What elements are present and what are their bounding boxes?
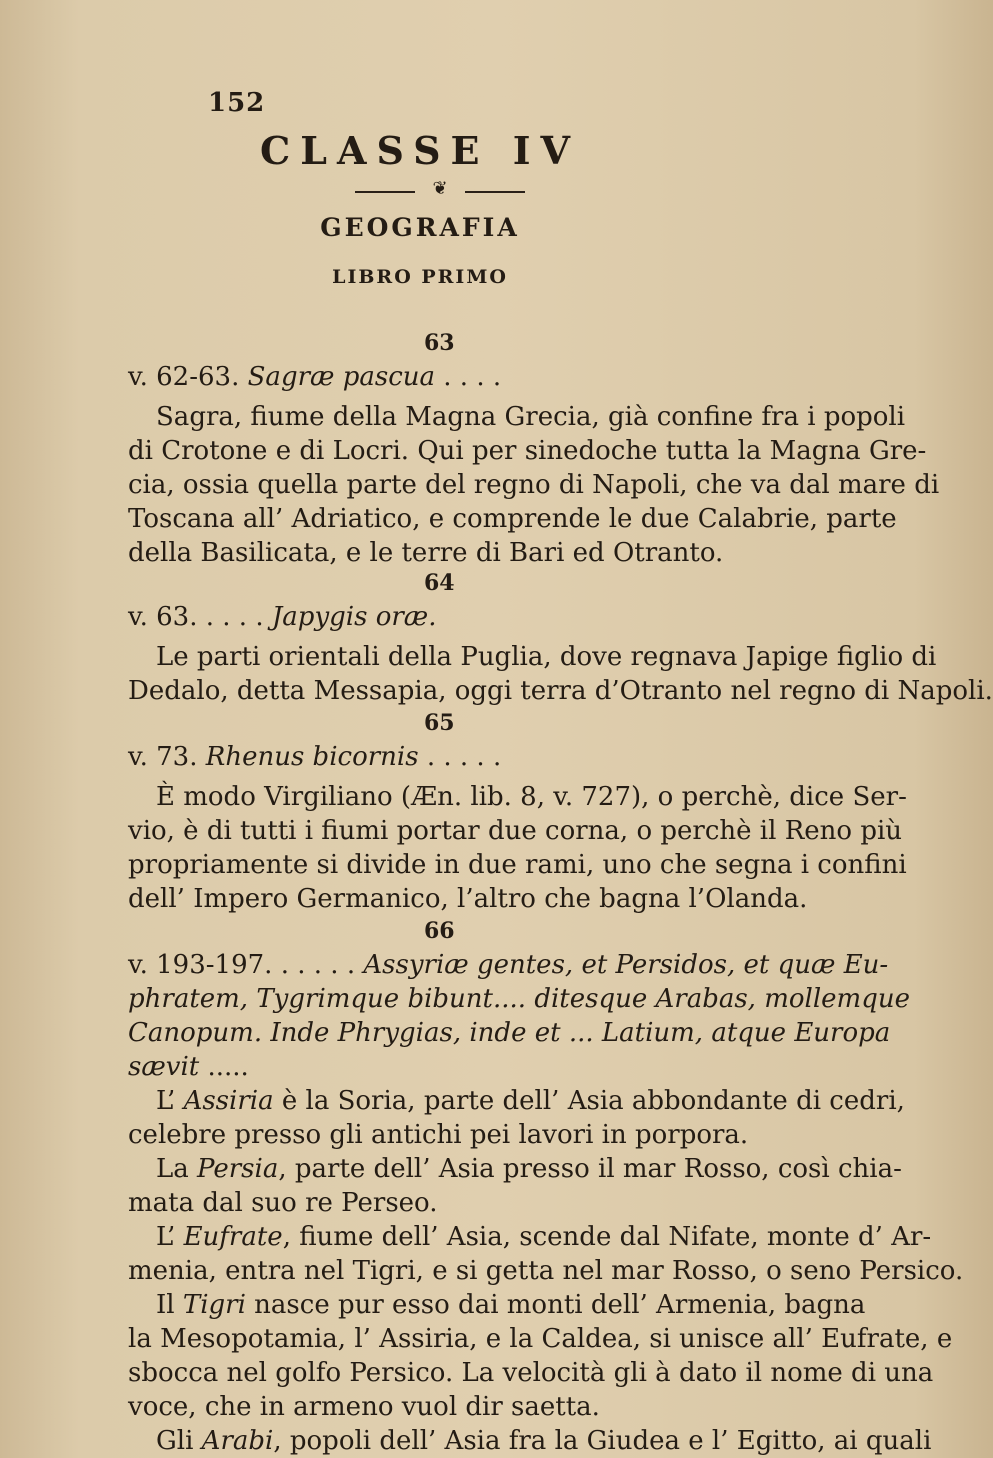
reference-line: sævit ..... — [128, 1052, 249, 1082]
note-text — [128, 1084, 964, 1458]
text-line: dell’ Impero Germanico, l’altro che bagna l’Olanda. — [128, 884, 808, 914]
chapter-heading: CLASSE IV — [260, 128, 580, 173]
fleuron-icon: ❦ — [432, 178, 448, 199]
note-number: 63 — [424, 330, 455, 356]
text-line: la Mesopotamia, l’ Assiria, e la Caldea, si unisce all’ Eufrate, e — [128, 1324, 953, 1354]
text-line: Il Tigri nasce pur esso dai monti dell’ Armenia, bagna — [156, 1290, 866, 1320]
reference-line: phratem, Tygrimque bibunt.... ditesque Arabas, mollemque — [128, 984, 910, 1014]
verse-reference: v. 62-63. Sagræ pascua . . . . — [128, 362, 502, 392]
page-number: 152 — [208, 88, 266, 118]
text-line: La Persia, parte dell’ Asia presso il mar Rosso, così chia- — [156, 1154, 902, 1184]
note-text — [128, 780, 907, 916]
note-number: 65 — [424, 710, 455, 736]
note-number: 64 — [424, 570, 455, 596]
text-line: menia, entra nel Tigri, e si getta nel mar Rosso, o seno Persico. — [128, 1256, 964, 1286]
verse-reference — [128, 948, 910, 1084]
text-line: voce, che in armeno vuol dir saetta. — [128, 1392, 600, 1422]
text-line: vio, è di tutti i fiumi portar due corna, o perchè il Reno più — [128, 816, 903, 846]
book-heading: LIBRO PRIMO — [332, 266, 508, 288]
text-line: Gli Arabi, popoli dell’ Asia fra la Giudea e l’ Egitto, ai quali — [156, 1426, 932, 1456]
text-line: L’ Assiria è la Soria, parte dell’ Asia abbondante di cedri, — [156, 1086, 905, 1116]
note-number: 66 — [424, 918, 455, 944]
verse-reference: v. 73. Rhenus bicornis . . . . . — [128, 742, 502, 772]
text-line: Le parti orientali della Puglia, dove regnava Japige figlio di — [156, 642, 937, 672]
verse-reference: v. 63. . . . . Japygis oræ. — [128, 602, 437, 632]
text-line: propriamente si divide in due rami, uno che segna i confini — [128, 850, 907, 880]
reference-line: Canopum. Inde Phrygias, inde et ... Latium, atque Europa — [128, 1018, 891, 1048]
note-text — [128, 400, 940, 570]
note-text — [128, 640, 993, 708]
text-line: Sagra, fiume della Magna Grecia, già confine fra i popoli — [156, 402, 906, 432]
text-line: È modo Virgiliano (Æn. lib. 8, v. 727), o perchè, dice Ser- — [156, 782, 907, 812]
text-line: L’ Eufrate, fiume dell’ Asia, scende dal Nifate, monte d’ Ar- — [156, 1222, 932, 1252]
text-line: Toscana all’ Adriatico, e comprende le due Calabrie, parte — [128, 504, 897, 534]
text-line: cia, ossia quella parte del regno di Napoli, che va dal mare di — [128, 470, 940, 500]
ornament-divider — [355, 178, 525, 200]
subject-heading: GEOGRAFIA — [320, 213, 520, 242]
text-line: di Crotone e di Locri. Qui per sinedoche tutta la Magna Gre- — [128, 436, 927, 466]
text-line: celebre presso gli antichi pei lavori in porpora. — [128, 1120, 749, 1150]
text-line: sbocca nel golfo Persico. La velocità gli à dato il nome di una — [128, 1358, 934, 1388]
reference-line: v. 193-197. . . . . . Assyriæ gentes, et Persidos, et quæ Eu- — [128, 950, 889, 980]
text-line: Dedalo, detta Messapia, oggi terra d’Otranto nel regno di Napoli. — [128, 676, 993, 706]
text-line: della Basilicata, e le terre di Bari ed Otranto. — [128, 538, 724, 568]
text-line: mata dal suo re Perseo. — [128, 1188, 438, 1218]
